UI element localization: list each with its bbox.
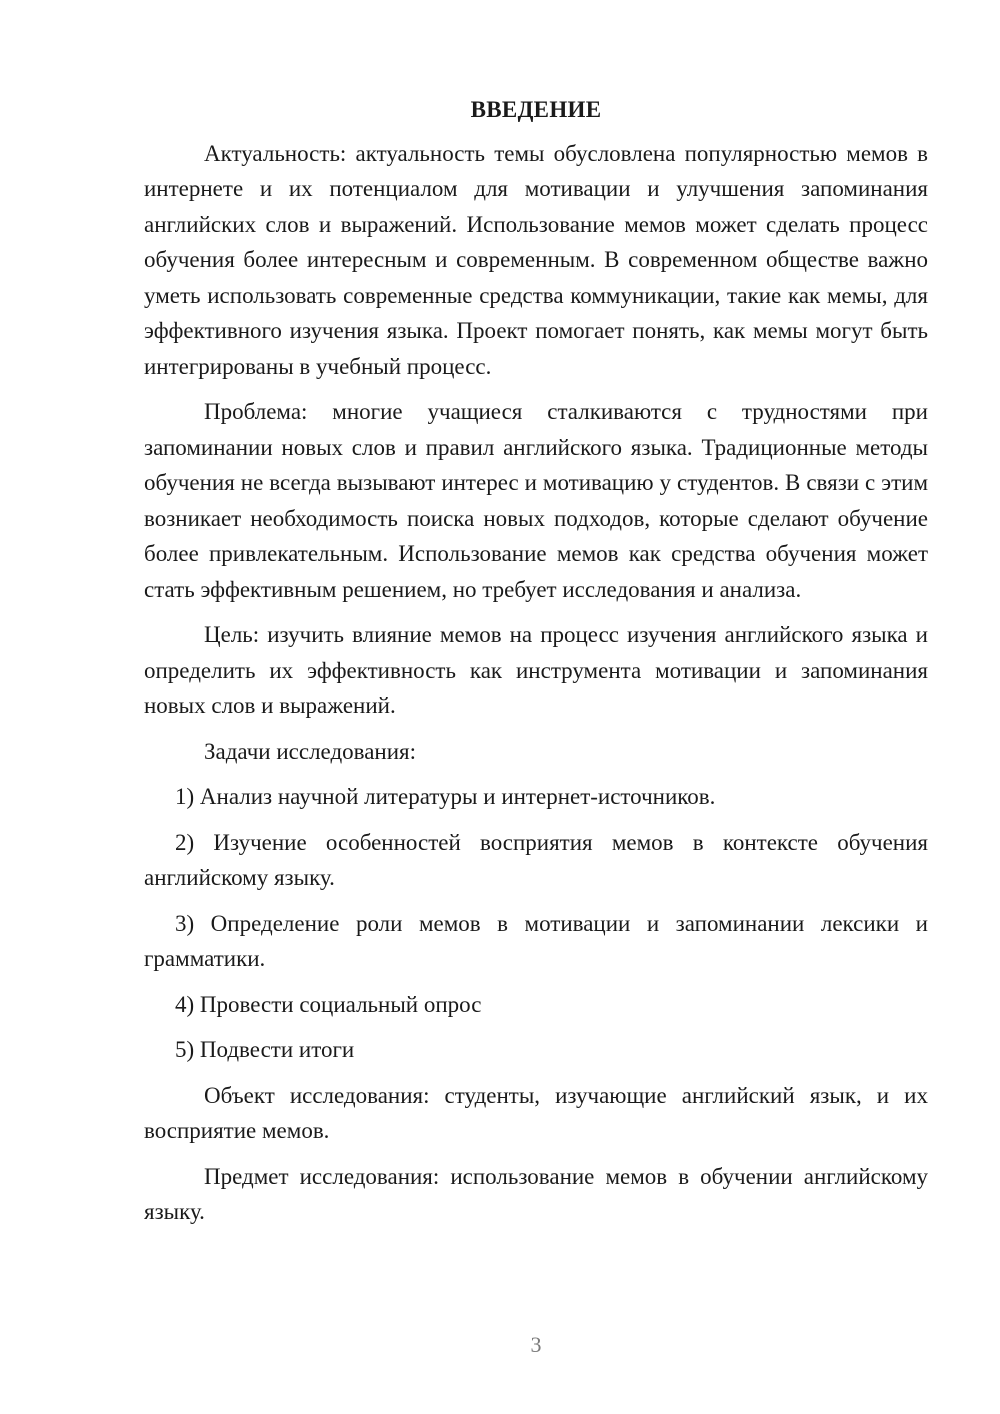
document-body xyxy=(144,92,928,1240)
paragraph-problem: Проблема: многие учащиеся сталкиваются с трудностями при запоминании новых слов и правил английского языка. Традиционные методы обучения не всегда вызывают интерес и мотивацию у студентов. В связи с этим возникает необходимость поиска новых подходов, которые сделают обучение более привлекательным. Использование мемов как средства обучения может стать эффективным решением, но требует исследования и анализа. xyxy=(144,399,928,602)
paragraph-tasks-heading: Задачи исследования: xyxy=(204,738,417,764)
task-item: 1) Анализ научной литературы и интернет-источников. xyxy=(175,784,716,809)
page-number: 3 xyxy=(530,1332,542,1357)
section-title: ВВЕДЕНИЕ xyxy=(470,97,602,122)
paragraph-relevance: Актуальность: актуальность темы обусловлена популярностью мемов в интернете и их потенциалом для мотивации и улучшения запоминания английских слов и выражений. Использование мемов может сделать процесс обучения более интересным и современным. В современном обществе важно уметь использовать современные средства коммуникации, такие как мемы, для эффективного изучения языка. Проект помогает понять, как мемы могут быть интегрированы в учебный процесс. xyxy=(144,140,928,379)
paragraph-subject: Предмет исследования: использование мемов в обучении английскому языку. xyxy=(144,1163,928,1224)
task-item: 5) Подвести итоги xyxy=(175,1037,355,1062)
paragraph-object: Объект исследования: студенты, изучающие английский язык, и их восприятие мемов. xyxy=(144,1082,928,1143)
task-item: 4) Провести социальный опрос xyxy=(175,991,482,1017)
task-item: 3) Определение роли мемов в мотивации и запоминании лексики и грамматики. xyxy=(144,910,928,971)
paragraph-goal: Цель: изучить влияние мемов на процесс изучения английского языка и определить их эффективность как инструмента мотивации и запоминания новых слов и выражений. xyxy=(144,622,928,718)
task-item: 2) Изучение особенностей восприятия мемов в контексте обучения английскому языку. xyxy=(144,829,928,890)
